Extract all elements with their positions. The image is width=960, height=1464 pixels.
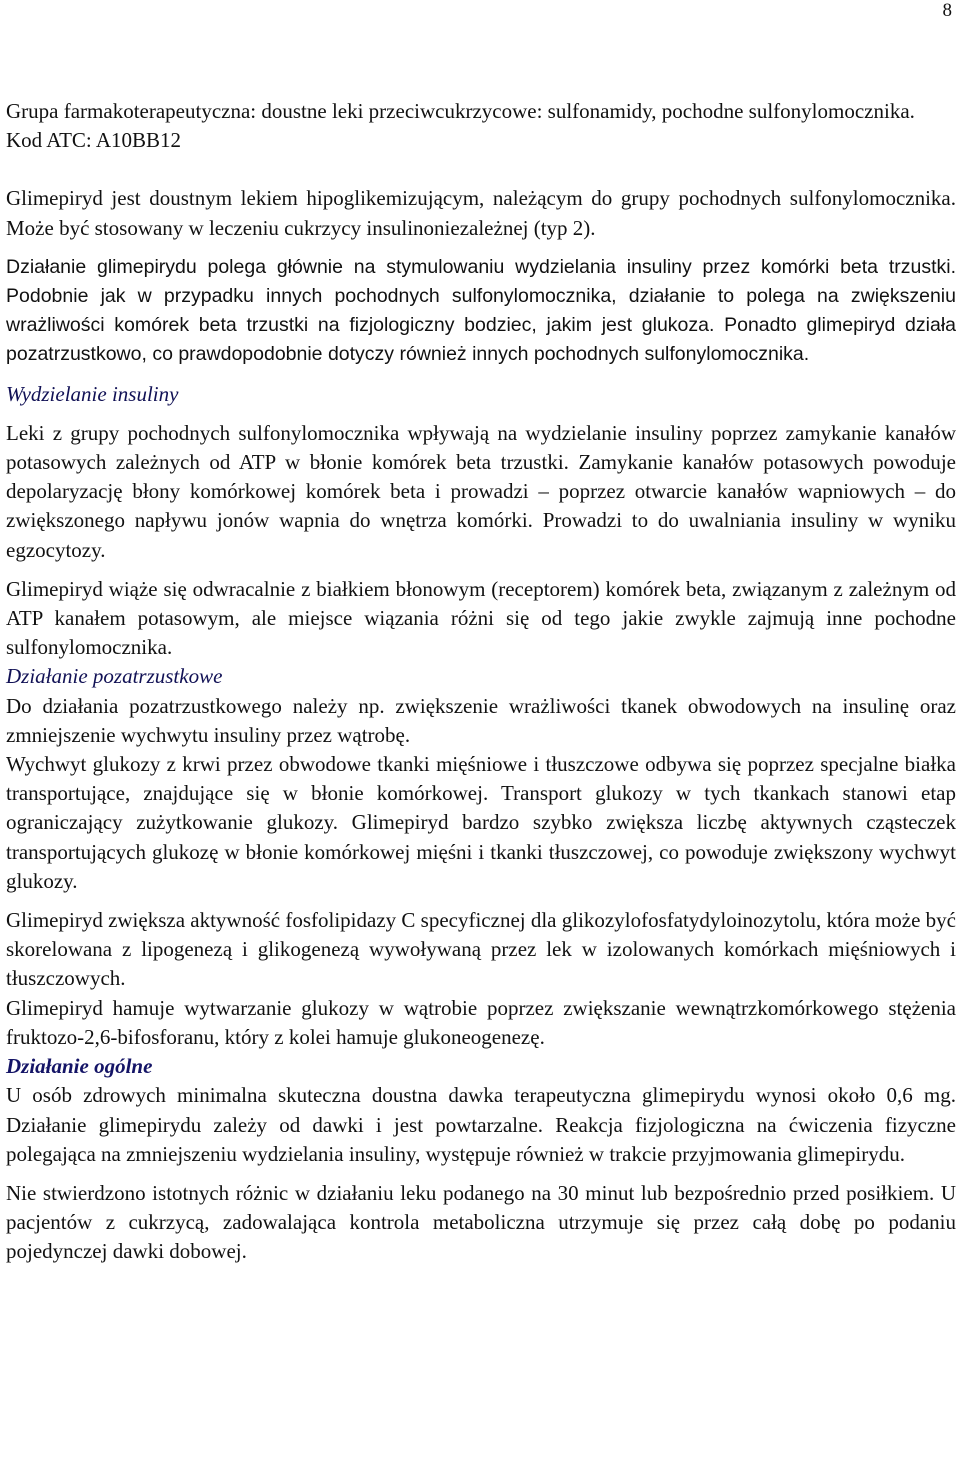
glimepiride-description-paragraph: Glimepiryd jest doustnym lekiem hipoglikemizującym, należącym do grupy pochodnych sulfonylomocznika. Może być stosowany w leczeniu cukrzycy insulinoniezależnej (typ 2). bbox=[6, 186, 956, 240]
glucose-uptake-paragraph: Wychwyt glukozy z krwi przez obwodowe tkanki mięśniowe i tłuszczowe odbywa się poprzez specjalne białka transportujące, znajdujące się w błonie komórkowej. Transport glukozy w tych tkankach stanowi etap ograniczający zużytkowanie glukozy. Glimepiryd bardzo szybko zwiększa liczbę aktywnych cząsteczek transportujących glukozę w błonie komórkowej mięśni i tkanki tłuszczowej, co powoduje zwiększony wychwyt glukozy. bbox=[6, 752, 956, 893]
extrapancreatic-heading: Działanie pozatrzustkowe bbox=[6, 664, 223, 689]
extrapancreatic-paragraph: Do działania pozatrzustkowego należy np. zwiększenie wrażliwości tkanek obwodowych na insulinę oraz zmniejszenie wychwytu insuliny przez wątrobę. bbox=[6, 693, 956, 747]
insulin-secretion-heading: Wydzielanie insuliny bbox=[6, 381, 179, 406]
pharmacotherapeutic-group-paragraph: Grupa farmakoterapeutyczna: doustne leki przeciwcukrzycowe: sulfonamidy, pochodne sulfonylomocznika. bbox=[6, 99, 915, 123]
page-number: 8 bbox=[942, 0, 952, 21]
document-body bbox=[6, 97, 956, 1267]
insulin-secretion-paragraph: Leki z grupy pochodnych sulfonylomocznika wpływają na wydzielanie insuliny poprzez zamykanie kanałów potasowych zależnych od ATP w błonie komórek beta trzustki. Zamykanie kanałów potasowych powoduje depolaryzację błony komórkowej komórek beta i prowadzi – poprzez otwarcie kanałów wapniowych – do zwiększonego napływu jonów wapnia do wnętrza komórki. Prowadzi to do uwalniania insuliny w wyniku egzocytozy. bbox=[6, 420, 956, 562]
phospholipase-paragraph: Glimepiryd zwiększa aktywność fosfolipidazy C specyficznej dla glikozylofosfatydyloinozytolu, która może być skorelowana z lipogenezą i glikogenezą wywoływaną przez lek w izolowanych komórkach mięśniowych i tłuszczowych. bbox=[6, 908, 956, 991]
mechanism-paragraph: Działanie glimepirydu polega głównie na stymulowaniu wydzielania insuliny przez komórki beta trzustki. Podobnie jak w przypadku innych pochodnych sulfonylomocznika, działanie to polega na zwiększeniu wrażliwości komórek beta trzustki na fizjologiczny bodziec, jakim jest glukoza. Ponadto glimepiryd działa pozatrzustkowo, co prawdopodobnie dotyczy również innych pochodnych sulfonylomocznika. bbox=[6, 255, 956, 366]
general-effect-paragraph: U osób zdrowych minimalna skuteczna doustna dawka terapeutyczna glimepirydu wynosi około 0,6 mg. Działanie glimepirydu zależy od dawki i jest powtarzalne. Reakcja fizjologiczna na ćwiczenia fizyczne polegająca na zmniejszeniu wydzielania insuliny, występuje również w trakcie przyjmowania glimepirydu. bbox=[6, 1083, 956, 1166]
hepatic-glucose-paragraph: Glimepiryd hamuje wytwarzanie glukozy w wątrobie poprzez zwiększanie wewnątrzkomórkowego stężenia fruktozo-2,6-bifosforanu, który z kolei hamuje glukoneogenezę. bbox=[6, 995, 956, 1049]
general-effect-heading: Działanie ogólne bbox=[6, 1054, 153, 1079]
atc-code-paragraph: Kod ATC: A10BB12 bbox=[6, 128, 182, 153]
meal-timing-paragraph: Nie stwierdzono istotnych różnic w działaniu leku podanego na 30 minut lub bezpośrednio przed posiłkiem. U pacjentów z cukrzycą, zadowalająca kontrola metaboliczna utrzymuje się przez całą dobę po podaniu pojedynczej dawki dobowej. bbox=[6, 1180, 956, 1264]
receptor-binding-paragraph: Glimepiryd wiąże się odwracalnie z białkiem błonowym (receptorem) komórek beta, związanym z zależnym od ATP kanałem potasowym, ale miejsce wiązania różni się od tego jakie zwykle zajmują inne pochodne sulfonylomocznika. bbox=[6, 576, 956, 660]
